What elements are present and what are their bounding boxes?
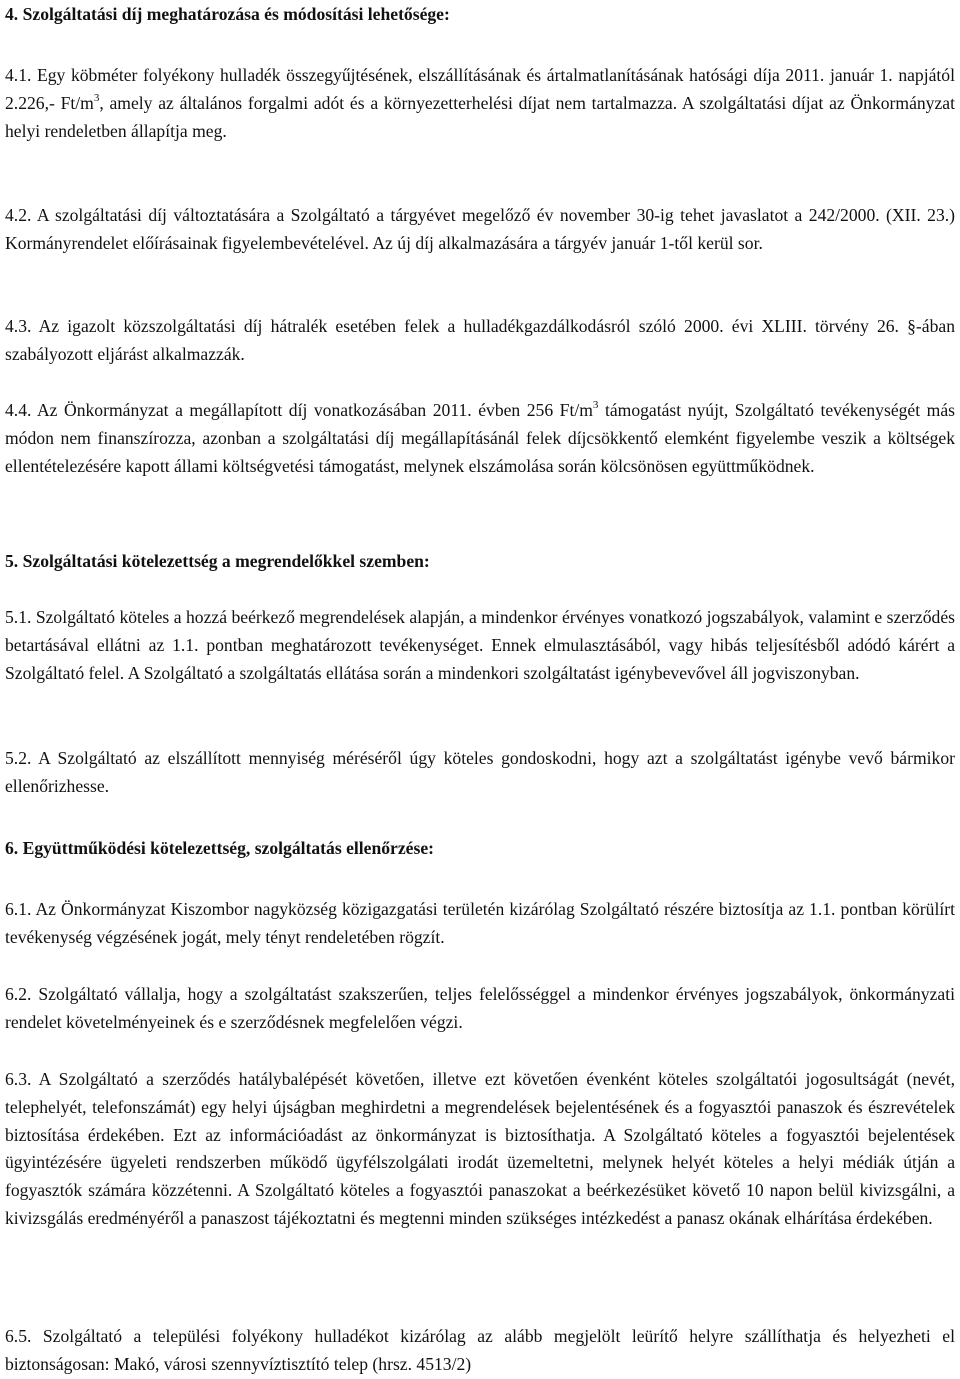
section-4-heading: 4. Szolgáltatási díj meghatározása és módosítási lehetősége: [5,4,450,24]
paragraph-6-5: 6.5. Szolgáltató a települési folyékony hulladékot kizárólag az alább megjelölt leürítő helyre szállíthatja és helyezheti el biztonságosan: Makó, városi szennyvíztisztító telep (hrsz. 4513/2) [5,1326,955,1374]
paragraph-4-1-text-a: 4.1. Egy köbméter folyékony hulladék összegyűjtésének, elszállításának és ártalmatlanításának hatósági díja 2011. január 1. napjától 2.226,- Ft/m [5,65,955,113]
paragraph-5-2: 5.2. A Szolgáltató az elszállított mennyiség méréséről úgy köteles gondoskodni, hogy azt a szolgáltatást igénybe vevő bármikor ellenőrizhesse. [5,748,955,796]
paragraph-4-1 [5,62,955,145]
superscript-3: 3 [592,399,599,412]
paragraph-6-1: 6.1. Az Önkormányzat Kiszombor nagyközség közigazgatási területén kizárólag Szolgáltató részére biztosítja az 1.1. pontban körülírt tevékenység végzésének jogát, mely tényt rendeletében rögzít. [5,899,955,947]
paragraph-4-2: 4.2. A szolgáltatási díj változtatására a Szolgáltató a tárgyévet megelőző év november 30-ig tehet javaslatot a 242/2000. (XII. 23.) Kormányrendelet előírásainak figyelembevételével. Az új díj alkalmazására a tárgyév január 1-től kerül sor. [5,205,955,253]
paragraph-6-2: 6.2. Szolgáltató vállalja, hogy a szolgáltatást szakszerűen, teljes felelősséggel a mindenkor érvényes jogszabályok, önkormányzati rendelet követelményeinek és e szerződésnek megfelelően végzi. [5,984,955,1032]
paragraph-4-4-text-a: 4.4. Az Önkormányzat a megállapított díj vonatkozásában 2011. évben 256 Ft/m [5,400,593,420]
section-5-heading: 5. Szolgáltatási kötelezettség a megrendelőkkel szemben: [5,551,430,571]
paragraph-4-1-text-b: , amely az általános forgalmi adót és a környezetterhelési díjat nem tartalmazza. A szolgáltatási díjat az Önkormányzat helyi rendeletben állapítja meg. [5,92,955,141]
section-6-heading: 6. Együttműködési kötelezettség, szolgáltatás ellenőrzése: [5,838,435,858]
paragraph-4-4-text-b: támogatást nyújt, Szolgáltató tevékenységét más módon nem finanszírozza, azonban a szolgáltatási díj megállapításánál felek díjcsökkentő elemként figyelembe veszik a költségek ellentételezésére kapott állami költségvetési támogatást, melynek elszámolása során kölcsönösen együttműködnek. [5,400,955,476]
paragraph-6-3: 6.3. A Szolgáltató a szerződés hatálybalépését követően, illetve ezt követően évenként köteles szolgáltatói jogosultságát (nevét, telephelyét, telefonszámát) egy helyi újságban meghirdetni a megrendelések bejelentésének és a fogyasztói panaszok és észrevételek biztosítása érdekében. Ezt az információadást az önkormányzat is biztosíthatja. A Szolgáltató köteles a fogyasztói bejelentések ügyintézésére ügyeleti rendszerben működő ügyfélszolgálati irodát üzemeltetni, melynek helyét köteles a helyi médiák útján a fogyasztók számára közzétenni. A Szolgáltató köteles a fogyasztói panaszokat a beérkezésüket követő 10 napon belül kivizsgálni, a kivizsgálás eredményéről a panaszost tájékoztatni és megtenni minden szükséges intézkedést a panasz okának elhárítása érdekében. [5,1069,955,1228]
paragraph-4-3: 4.3. Az igazolt közszolgáltatási díj hátralék esetében felek a hulladékgazdálkodásról szóló 2000. évi XLIII. törvény 26. §-ában szabályozott eljárást alkalmazzák. [5,316,955,364]
superscript-3: 3 [93,91,100,104]
paragraph-4-4 [5,397,955,480]
paragraph-5-1: 5.1. Szolgáltató köteles a hozzá beérkező megrendelések alapján, a mindenkor érvényes vonatkozó jogszabályok, valamint e szerződés betartásával ellátni az 1.1. pontban meghatározott tevékenységet. Ennek elmulasztásából, vagy hibás teljesítésből adódó kárért a Szolgáltató felel. A Szolgáltató a szolgáltatás ellátása során a mindenkori szolgáltatást igénybevevővel áll jogviszonyban. [5,607,955,683]
